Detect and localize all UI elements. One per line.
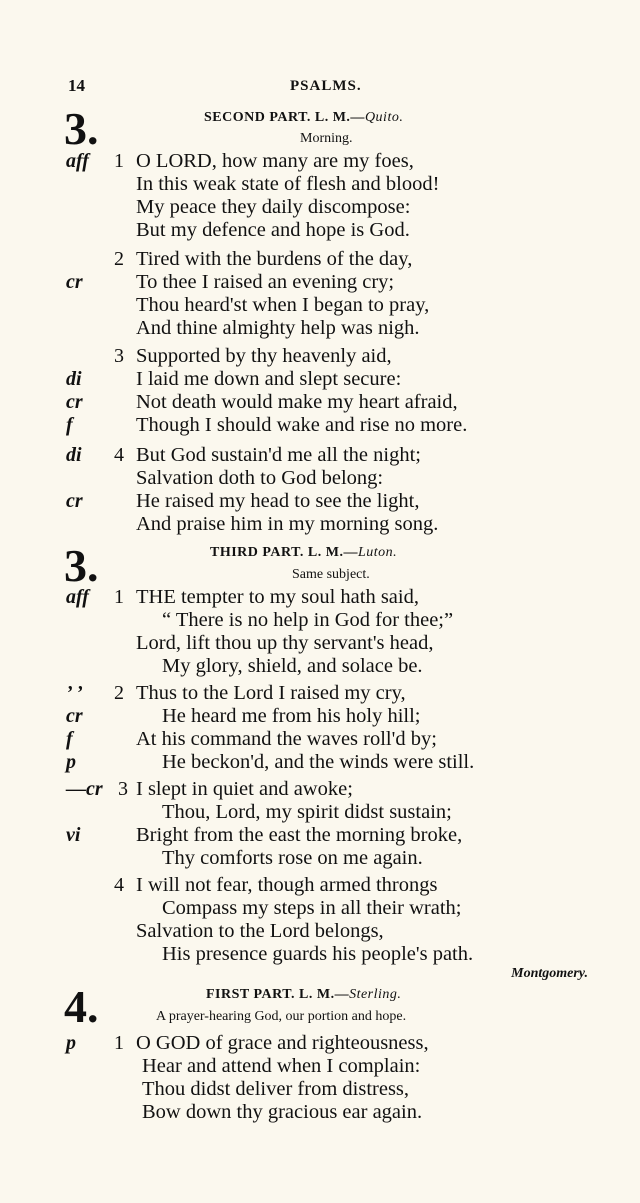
verse-text: He raised my head to see the light, [136, 490, 420, 512]
verse-text: Thou, Lord, my spirit didst sustain; [162, 801, 452, 823]
verse-line [0, 705, 640, 728]
tune-name: Quito. [364, 110, 404, 125]
psalm-number: 3. [64, 103, 99, 154]
verse-line [0, 824, 640, 847]
part-label: SECOND PART. L. M.— [204, 110, 365, 125]
dynamic-mark: cr [66, 271, 83, 293]
verse-line [0, 196, 640, 219]
verse-text: THE tempter to my soul hath said, [136, 586, 419, 608]
verse-text: Thy comforts rose on me again. [162, 847, 423, 869]
verse-text: I laid me down and slept secure: [136, 368, 402, 390]
dynamic-mark: aff [66, 586, 89, 608]
psalm-number: 4. [64, 981, 99, 1032]
verse-number: 1 [114, 1032, 124, 1054]
verse-text: Salvation doth to God belong: [136, 467, 384, 489]
verse-line [0, 173, 640, 196]
verse-line [0, 801, 640, 824]
verse-number: 2 [114, 248, 124, 270]
verse-text: Compass my steps in all their wrath; [162, 897, 462, 919]
page-header [0, 76, 640, 96]
verse-text: My peace they daily discompose: [136, 196, 411, 218]
verse-number: 1 [114, 586, 124, 608]
dynamic-mark: di [66, 368, 82, 390]
verse-number: 4 [114, 874, 124, 896]
part-title [206, 987, 401, 1003]
verse-line [0, 632, 640, 655]
verse-line [0, 219, 640, 242]
dynamic-mark: cr [66, 490, 83, 512]
verse-line [0, 368, 640, 391]
verse-text: Hear and attend when I complain: [142, 1055, 421, 1077]
verse-line [0, 294, 640, 317]
tune-name: Luton. [358, 545, 398, 560]
part-subtitle: Morning. [300, 131, 353, 146]
verse-line [0, 778, 640, 801]
verse-text: My glory, shield, and solace be. [162, 655, 423, 677]
verse-text: “ There is no help in God for thee;” [162, 609, 454, 631]
verse-line [0, 874, 640, 897]
verse-text: O LORD, how many are my foes, [136, 150, 414, 172]
verse-number: 2 [114, 682, 124, 704]
verse-text: Not death would make my heart afraid, [136, 391, 458, 413]
verse-line [0, 467, 640, 490]
verse-line [0, 609, 640, 632]
verse-line [0, 150, 640, 173]
verse-line [0, 513, 640, 536]
running-head: PSALMS. [290, 78, 362, 94]
dynamic-mark: p [66, 1032, 76, 1054]
dynamic-mark: cr [66, 391, 83, 413]
page-number: 14 [68, 76, 85, 95]
verse-text: To thee I raised an evening cry; [136, 271, 395, 293]
verse-line [0, 943, 640, 966]
verse-line [0, 414, 640, 437]
dynamic-mark: f [66, 414, 73, 436]
verse-text: And thine almighty help was nigh. [136, 317, 420, 339]
part-subtitle: Same subject. [292, 567, 370, 582]
verse-number: 3 [114, 345, 124, 367]
verse-line [0, 1101, 640, 1124]
verse-text: Supported by thy heavenly aid, [136, 345, 392, 367]
dynamic-mark: aff [66, 150, 89, 172]
verse-text: He beckon'd, and the winds were still. [162, 751, 475, 773]
verse-text: Thou didst deliver from distress, [142, 1078, 410, 1100]
dynamic-mark: di [66, 444, 82, 466]
verse-text: Tired with the burdens of the day, [136, 248, 413, 270]
dynamic-mark: ’ ’ [66, 682, 83, 704]
verse-text: In this weak state of flesh and blood! [136, 173, 440, 195]
part-label: FIRST PART. L. M.— [206, 987, 350, 1002]
verse-text: I will not fear, though armed throngs [136, 874, 438, 896]
verse-line [0, 317, 640, 340]
part-subtitle: A prayer-hearing God, our portion and hope. [156, 1009, 407, 1024]
verse-line [0, 847, 640, 870]
verse-text: He heard me from his holy hill; [162, 705, 421, 727]
verse-line [0, 728, 640, 751]
verse-line [0, 1055, 640, 1078]
dynamic-mark: f [66, 728, 73, 750]
verse-text: But my defence and hope is God. [136, 219, 410, 241]
verse-number: 1 [114, 150, 124, 172]
verse-line [0, 1078, 640, 1101]
verse-text: But God sustain'd me all the night; [136, 444, 421, 466]
verse-text: His presence guards his people's path. [162, 943, 474, 965]
dynamic-mark: cr [66, 705, 83, 727]
verse-text: Lord, lift thou up thy servant's head, [136, 632, 434, 654]
verse-line [0, 897, 640, 920]
verse-number: 4 [114, 444, 124, 466]
verse-line [0, 391, 640, 414]
verse-line [0, 655, 640, 678]
verse-line [0, 444, 640, 467]
part-title [204, 110, 403, 126]
verse-number: 3 [118, 778, 128, 800]
verse-line [0, 1032, 640, 1055]
verse-line [0, 248, 640, 271]
verse-text: Salvation to the Lord belongs, [136, 920, 384, 942]
verse-line [0, 682, 640, 705]
verse-line [0, 271, 640, 294]
verse-line [0, 345, 640, 368]
verse-text: O GOD of grace and righteousness, [136, 1032, 429, 1054]
author-attribution: Montgomery. [511, 966, 588, 981]
verse-text: Thou heard'st when I began to pray, [136, 294, 430, 316]
dynamic-mark: vi [66, 824, 81, 846]
verse-text: Bright from the east the morning broke, [136, 824, 463, 846]
verse-line [0, 586, 640, 609]
verse-text: Though I should wake and rise no more. [136, 414, 468, 436]
verse-line [0, 751, 640, 774]
psalm-number: 3. [64, 540, 99, 591]
verse-line [0, 490, 640, 513]
part-label: THIRD PART. L. M.— [210, 545, 358, 560]
tune-name: Sterling. [349, 987, 402, 1002]
verse-text: I slept in quiet and awoke; [136, 778, 353, 800]
verse-text: At his command the waves roll'd by; [136, 728, 437, 750]
part-title [210, 545, 397, 561]
dynamic-mark: p [66, 751, 76, 773]
dynamic-mark: —cr [66, 778, 103, 800]
verse-text: And praise him in my morning song. [136, 513, 439, 535]
verse-text: Thus to the Lord I raised my cry, [136, 682, 406, 704]
verse-text: Bow down thy gracious ear again. [142, 1101, 423, 1123]
verse-line [0, 920, 640, 943]
